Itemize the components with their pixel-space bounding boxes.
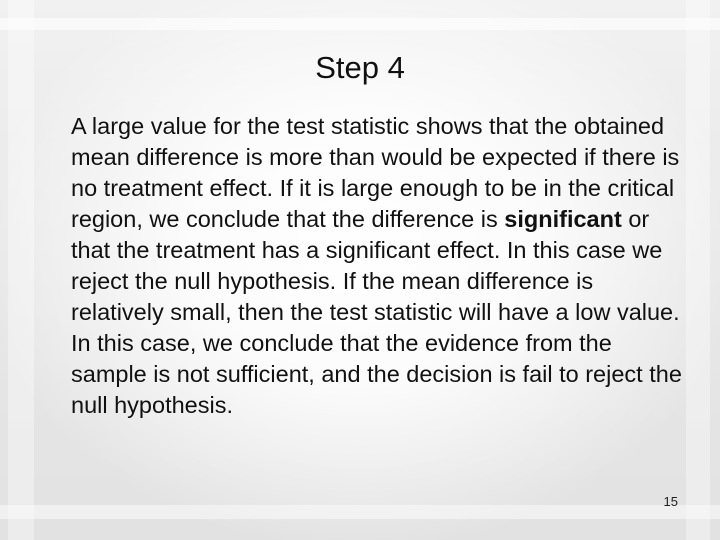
slide-title: Step 4 [315,50,405,85]
page-number: 15 [663,494,678,509]
background-band-top [0,18,720,30]
body-text-segment: or that the treatment has a significant effect. In this case we reject the null hypothesis. If the mean difference is relatively small, then the test statistic will have a low value. In this case, we conclude that the evidence from the sample is not sufficient, and the decision is fail to reject the null hypothesis. [71,206,682,418]
background-band-bottom [0,505,720,519]
slide-body-text [71,111,691,421]
body-text-segment: A large value for the test statistic shows that the obtained mean difference is more than would be expected if there is no treatment effect. If it is large enough to be in the critical region, we conclude that the difference is [71,113,680,232]
emphasized-term: significant [504,206,622,232]
